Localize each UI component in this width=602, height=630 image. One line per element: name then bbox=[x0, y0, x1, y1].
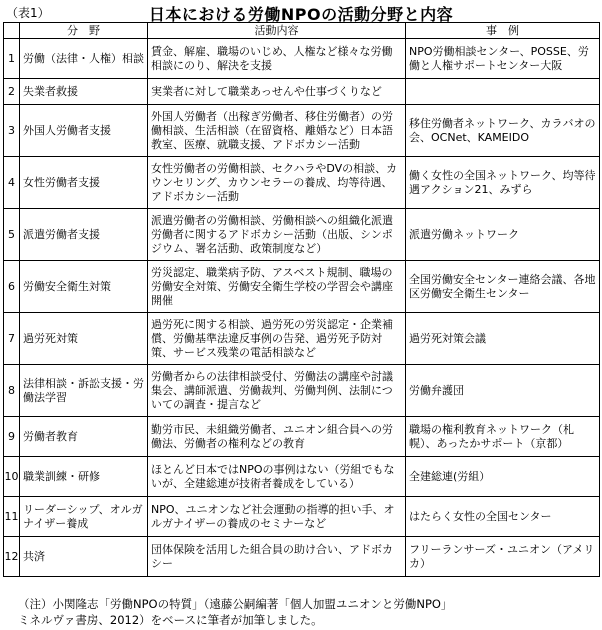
row-field: 外国人労働者支援 bbox=[20, 105, 148, 157]
row-example: 働く女性の全国ネットワーク、均等待遇アクション21、みずら bbox=[406, 157, 600, 209]
row-field: 派遣労働者支援 bbox=[20, 209, 148, 261]
npo-activity-table bbox=[3, 22, 600, 577]
row-number: 2 bbox=[4, 79, 20, 105]
row-number: 1 bbox=[4, 39, 20, 79]
row-number: 7 bbox=[4, 313, 20, 365]
row-field: 失業者救援 bbox=[20, 79, 148, 105]
row-example: 過労死対策会議 bbox=[406, 313, 600, 365]
row-activity: 外国人労働者（出稼ぎ労働者、移住労働者）の労働相談、生活相談（在留資格、離婚など）日本語教室、医療、就職支援、アドボカシー活動 bbox=[148, 105, 406, 157]
row-field: 過労死対策 bbox=[20, 313, 148, 365]
source-note-line-2: ミネルヴァ書房、2012）をベースに筆者が加筆しました。 bbox=[18, 613, 323, 627]
row-number: 3 bbox=[4, 105, 20, 157]
row-number: 12 bbox=[4, 537, 20, 577]
row-number: 5 bbox=[4, 209, 20, 261]
row-field: 共済 bbox=[20, 537, 148, 577]
row-field: リーダーシップ、オルガナイザー養成 bbox=[20, 497, 148, 537]
row-field: 労働者教育 bbox=[20, 417, 148, 457]
header-number bbox=[4, 23, 20, 39]
row-example: 全国労働安全センター連絡会議、各地区労働安全衛生センター bbox=[406, 261, 600, 313]
row-number: 8 bbox=[4, 365, 20, 417]
row-activity: 派遣労働者の労働相談、労働相談への組織化派遣労働者に関するアドボカシー活動（出版、シンポジウム、署名活動、政策制度など） bbox=[148, 209, 406, 261]
table-row bbox=[4, 157, 600, 209]
header-field: 分 野 bbox=[20, 23, 148, 39]
row-example: 職場の権利教育ネットワーク（札幌）、あったかサポート（京都） bbox=[406, 417, 600, 457]
row-example: 全建総連(労組） bbox=[406, 457, 600, 497]
header-activity: 活動内容 bbox=[148, 23, 406, 39]
row-activity: 賃金、解雇、職場のいじめ、人権など様々な労働相談にのり、解決を支援 bbox=[148, 39, 406, 79]
row-number: 6 bbox=[4, 261, 20, 313]
row-example: NPO労働相談センター、POSSE、労働と人権サポートセンター大阪 bbox=[406, 39, 600, 79]
table-row bbox=[4, 39, 600, 79]
row-activity: ほとんど日本ではNPOの事例はない（労組でもないが、全建総連が技術者養成をしている） bbox=[148, 457, 406, 497]
source-note-line-1: （注）小関隆志「労働NPOの特質」（遠藤公嗣編著「個人加盟ユニオンと労働NPO」 bbox=[18, 597, 453, 611]
row-field: 労働（法律・人権）相談 bbox=[20, 39, 148, 79]
row-example: はたらく女性の全国センター bbox=[406, 497, 600, 537]
row-activity: 実業者に対して職業あっせんや仕事づくりなど bbox=[148, 79, 406, 105]
table-row bbox=[4, 209, 600, 261]
table-row bbox=[4, 261, 600, 313]
table-row bbox=[4, 79, 600, 105]
row-field: 労働安全衛生対策 bbox=[20, 261, 148, 313]
table-row bbox=[4, 365, 600, 417]
row-example: 移住労働者ネットワーク、カラバオの会、OCNet、KAMEIDO bbox=[406, 105, 600, 157]
row-number: 9 bbox=[4, 417, 20, 457]
table-row bbox=[4, 457, 600, 497]
row-activity: 女性労働者の労働相談、セクハラやDVの相談、カウンセリング、カウンセラーの養成、均等待遇、アドボカシー活動 bbox=[148, 157, 406, 209]
row-activity: 労災認定、職業病予防、アスベスト規制、職場の労働安全対策、労働安全衛生学校の学習会や講座開催 bbox=[148, 261, 406, 313]
row-field: 職業訓練・研修 bbox=[20, 457, 148, 497]
header-example: 事 例 bbox=[406, 23, 600, 39]
row-activity: 団体保険を活用した組合員の助け合い、アドボカシー bbox=[148, 537, 406, 577]
page-title: 日本における労働NPOの活動分野と内容 bbox=[148, 5, 454, 24]
row-activity: 勤労市民、未組織労働者、ユニオン組合員への労働法、労働者の権利などの教育 bbox=[148, 417, 406, 457]
row-example: 派遣労働ネットワーク bbox=[406, 209, 600, 261]
table-row bbox=[4, 105, 600, 157]
table-row bbox=[4, 417, 600, 457]
table-row bbox=[4, 537, 600, 577]
row-number: 4 bbox=[4, 157, 20, 209]
table-header-row bbox=[4, 23, 600, 39]
table-row bbox=[4, 497, 600, 537]
table-label: （表1） bbox=[6, 6, 50, 20]
row-field: 法律相談・訴訟支援・労働法学習 bbox=[20, 365, 148, 417]
row-field: 女性労働者支援 bbox=[20, 157, 148, 209]
row-activity: NPO、ユニオンなど社会運動の指導的担い手、オルガナイザーの養成のセミナーなど bbox=[148, 497, 406, 537]
row-activity: 過労死に関する相談、過労死の労災認定・企業補償、労働基準法違反事例の告発、過労死予防対策、サービス残業の電話相談など bbox=[148, 313, 406, 365]
row-number: 11 bbox=[4, 497, 20, 537]
row-activity: 労働者からの法律相談受付、労働法の講座や討議集会、講師派遣、労働裁判、労働判例、法制についての調査・提言など bbox=[148, 365, 406, 417]
row-example bbox=[406, 79, 600, 105]
row-example: フリーランサーズ・ユニオン（アメリカ） bbox=[406, 537, 600, 577]
row-example: 労働弁護団 bbox=[406, 365, 600, 417]
row-number: 10 bbox=[4, 457, 20, 497]
table-row bbox=[4, 313, 600, 365]
